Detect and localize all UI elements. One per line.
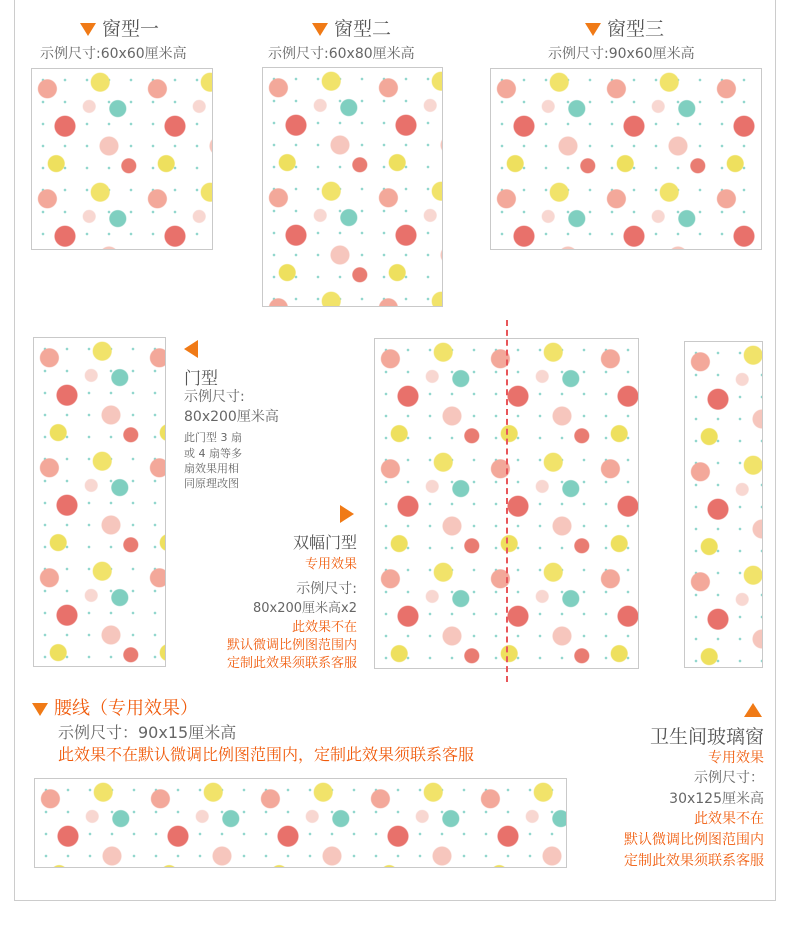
- door-note-line: 扇效果用相: [184, 462, 239, 475]
- door-note-line: 或 4 扇等多: [184, 447, 242, 460]
- window2-size: 示例尺寸:60x80厘米高: [268, 46, 415, 62]
- bathroom-warning: 默认微调比例图范围内: [624, 832, 764, 848]
- window3-size: 示例尺寸:90x60厘米高: [548, 46, 695, 62]
- door-note-line: 同原理改图: [184, 477, 239, 490]
- bathroom-warning: 此效果不在: [694, 811, 764, 827]
- bathroom-size-value: 30x125厘米高: [669, 791, 764, 807]
- window2-preview: [262, 67, 443, 307]
- triangle-right-icon: [340, 505, 354, 523]
- waist-title: [32, 694, 198, 720]
- double-door-warning: 定制此效果须联系客服: [226, 656, 357, 671]
- triangle-down-icon: [32, 703, 48, 716]
- window1-title-text: 窗型一: [102, 18, 160, 40]
- window2-title: [312, 14, 391, 41]
- window1-title: [80, 14, 159, 41]
- triangle-up-icon: [744, 703, 762, 717]
- window2-title-text: 窗型二: [334, 18, 392, 40]
- double-door-warning: 默认微调比例图范围内: [226, 638, 357, 653]
- double-door-warning: 此效果不在: [291, 620, 357, 635]
- bathroom-window-preview: [684, 341, 763, 668]
- window1-size: 示例尺寸:60x60厘米高: [40, 46, 187, 62]
- bathroom-warning: 定制此效果须联系客服: [624, 853, 764, 869]
- window3-preview: [490, 68, 762, 250]
- triangle-down-icon: [80, 23, 96, 36]
- door-note-line: 此门型 3 扇: [184, 431, 242, 444]
- window1-preview: [31, 68, 213, 250]
- door-size-value: 80x200厘米高: [184, 409, 279, 425]
- bathroom-title: 卫生间玻璃窗: [649, 726, 764, 748]
- waist-size: 示例尺寸：90x15厘米高: [58, 723, 237, 742]
- door-title: 门型: [184, 369, 218, 389]
- double-door-title: 双幅门型: [292, 533, 357, 552]
- waist-title-text: 腰线（专用效果）: [54, 698, 198, 719]
- triangle-down-icon: [585, 23, 601, 36]
- double-door-size-value: 80x200厘米高x2: [252, 601, 357, 616]
- waist-warning: 此效果不在默认微调比例图范围内，定制此效果须联系客服: [58, 745, 475, 764]
- door-preview: [33, 337, 166, 667]
- double-door-size-label: 示例尺寸:: [296, 581, 357, 597]
- bathroom-size-label: 示例尺寸：: [694, 770, 764, 786]
- triangle-left-icon: [184, 340, 198, 358]
- door-size-label: 示例尺寸:: [184, 389, 245, 405]
- window3-title: [585, 14, 664, 41]
- waist-preview: [34, 778, 567, 868]
- double-door-subtitle: 专用效果: [304, 557, 357, 572]
- triangle-down-icon: [312, 23, 328, 36]
- double-door-divider: [506, 320, 508, 682]
- window3-title-text: 窗型三: [607, 18, 665, 40]
- bathroom-subtitle: 专用效果: [708, 750, 764, 766]
